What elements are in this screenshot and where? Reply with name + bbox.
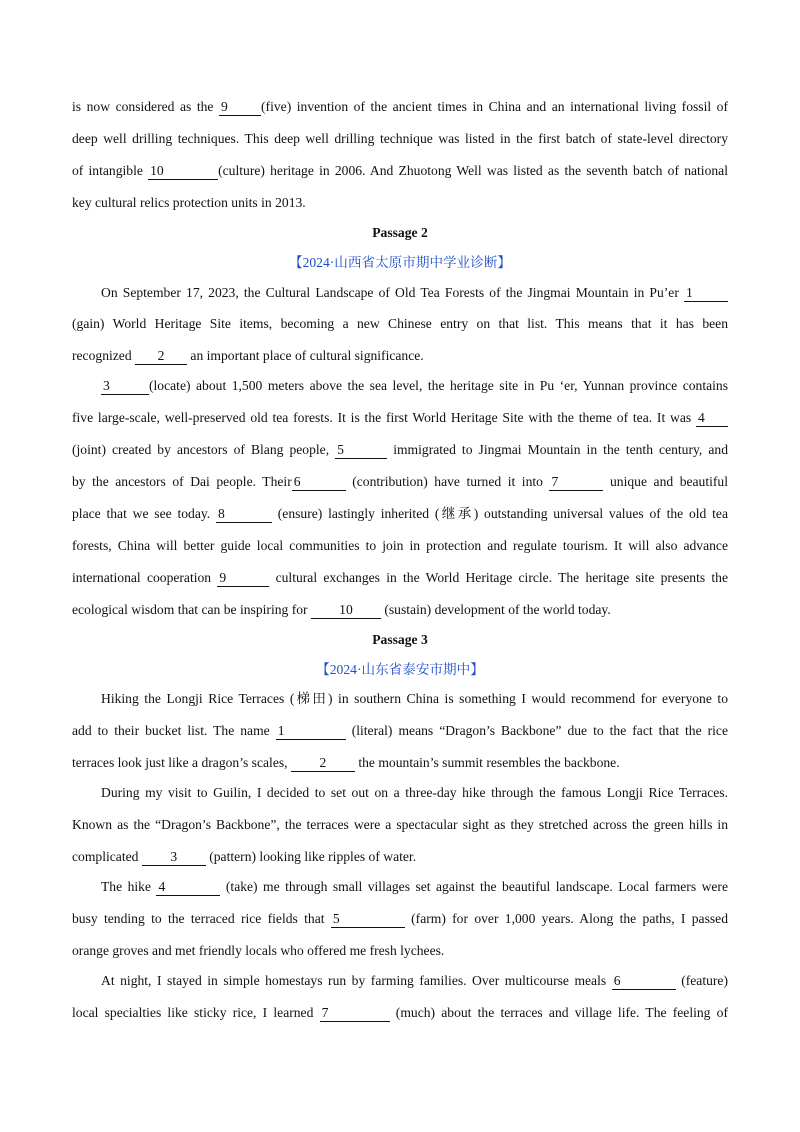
text: (literal) means “Dragon’s Backbone” due to the fact that the rice [345, 723, 728, 738]
text: cultural exchanges in the World Heritage circle. The heritage site presents the [269, 570, 728, 585]
p2-line-3 [72, 346, 728, 366]
answer-blank-3[interactable]: 3 [101, 378, 149, 395]
text: (much) about the terraces and village life. The feeling of [389, 1005, 728, 1020]
text: terraces look just like a dragon’s scales, [72, 755, 291, 770]
answer-blank-2[interactable]: 2 [135, 348, 187, 365]
text: of intangible [72, 163, 149, 178]
p1-line-3 [72, 161, 728, 181]
p3-line-4: During my visit to Guilin, I decided to set out on a three-day hike through the famous Longji Rice Terraces. [101, 785, 728, 800]
p2-line-10 [72, 568, 728, 588]
p3-line-1: Hiking the Longji Rice Terraces (梯田) in southern China is something I would recommend for everyone to [101, 691, 728, 706]
answer-blank-4[interactable]: 4 [156, 879, 220, 896]
answer-blank-7[interactable]: 7 [549, 474, 603, 491]
answer-blank-6[interactable]: 6 [292, 474, 346, 491]
text: complicated [72, 849, 142, 864]
p3-line-11 [72, 1003, 728, 1023]
p3-line-9: orange groves and met friendly locals who offered me fresh lychees. [72, 943, 445, 958]
p1-line-1 [72, 97, 728, 117]
passage-3-title: Passage 3 [372, 632, 428, 647]
passage-2-title: Passage 2 [372, 225, 428, 240]
text: is now considered as the [72, 99, 220, 114]
text: unique and beautiful [603, 474, 729, 489]
p1-line-2: deep well drilling techniques. This deep well drilling technique was listed in the first batch of state-level directory [72, 131, 728, 146]
text: (sustain) development of the world today. [380, 602, 611, 617]
answer-blank-7[interactable]: 7 [320, 1005, 390, 1022]
text: At night, I stayed in simple homestays run by farming families. Over multicourse meals [101, 973, 612, 988]
answer-blank-4[interactable]: 4 [696, 410, 728, 427]
text: (contribution) have turned it into [345, 474, 550, 489]
text: (ensure) lastingly inherited (继承) outstanding universal values of the old tea [271, 506, 728, 521]
p3-line-7 [101, 877, 728, 897]
text: (five) invention of the ancient times in China and an international living fossil of [261, 99, 728, 114]
text: five large-scale, well-preserved old tea forests. It is the first World Heritage Site with the theme of tea. It was [72, 410, 692, 425]
passage-2-source: 【2024·山西省太原市期中学业诊断】 [288, 255, 512, 270]
text: ecological wisdom that can be inspiring for [72, 602, 311, 617]
text: (take) me through small villages set against the beautiful landscape. Local farmers were [220, 879, 728, 894]
p2-line-4 [101, 376, 728, 396]
text: (farm) for over 1,000 years. Along the paths, I passed [404, 911, 728, 926]
p3-line-6 [72, 847, 728, 867]
text: (feature) [675, 973, 728, 988]
text: busy tending to the terraced rice fields that [72, 911, 331, 926]
answer-blank-10[interactable]: 10 [148, 163, 218, 180]
p1-line-4: key cultural relics protection units in 2013. [72, 195, 306, 210]
text: by the ancestors of Dai people. Their [72, 474, 292, 489]
text: immigrated to Jingmai Mountain in the tenth century, and [387, 442, 728, 457]
text: place that we see today. [72, 506, 216, 521]
text: recognized [72, 348, 136, 363]
answer-blank-3[interactable]: 3 [142, 849, 206, 866]
answer-blank-5[interactable]: 5 [331, 911, 405, 928]
answer-blank-8[interactable]: 8 [216, 506, 272, 523]
text: the mountain’s summit resembles the backbone. [354, 755, 620, 770]
text: add to their bucket list. The name [72, 723, 276, 738]
p2-line-8 [72, 504, 728, 524]
answer-blank-10[interactable]: 10 [311, 602, 381, 619]
p3-line-10 [101, 971, 728, 991]
answer-blank-9[interactable]: 9 [217, 570, 269, 587]
text: local specialties like sticky rice, I learned [72, 1005, 320, 1020]
p3-line-2 [72, 721, 728, 741]
text: On September 17, 2023, the Cultural Landscape of Old Tea Forests of the Jingmai Mountain in Pu’er [101, 285, 684, 300]
p2-line-7 [72, 472, 728, 492]
text: (pattern) looking like ripples of water. [205, 849, 417, 864]
answer-blank-2[interactable]: 2 [291, 755, 355, 772]
p3-line-5: Known as the “Dragon’s Backbone”, the terraces were a spectacular sight as they stretched across the green hills in [72, 817, 728, 832]
text: The hike [101, 879, 157, 894]
answer-blank-1[interactable]: 1 [684, 285, 728, 302]
p2-line-6 [72, 440, 728, 460]
p2-line-5 [72, 408, 728, 428]
p2-line-1 [101, 283, 728, 303]
text: (culture) heritage in 2006. And Zhuotong Well was listed as the seventh batch of national [218, 163, 728, 178]
p3-line-3 [72, 753, 728, 773]
passage-3-source: 【2024·山东省泰安市期中】 [316, 662, 484, 677]
answer-blank-6[interactable]: 6 [612, 973, 676, 990]
text: an important place of cultural significance. [187, 348, 424, 363]
text: (locate) about 1,500 meters above the sea level, the heritage site in Pu ‘er, Yunnan province contains [149, 378, 728, 393]
p2-line-11 [72, 600, 728, 620]
text: (joint) created by ancestors of Blang people, [72, 442, 336, 457]
p2-line-9: forests, China will better guide local communities to join in protection and regulate tourism. It will also advance [72, 538, 728, 553]
answer-blank-9[interactable]: 9 [219, 99, 261, 116]
answer-blank-5[interactable]: 5 [335, 442, 387, 459]
p2-line-2: (gain) World Heritage Site items, becoming a new Chinese entry on that list. This means that it has been [72, 316, 728, 331]
text: international cooperation [72, 570, 218, 585]
p3-line-8 [72, 909, 728, 929]
answer-blank-1[interactable]: 1 [276, 723, 346, 740]
